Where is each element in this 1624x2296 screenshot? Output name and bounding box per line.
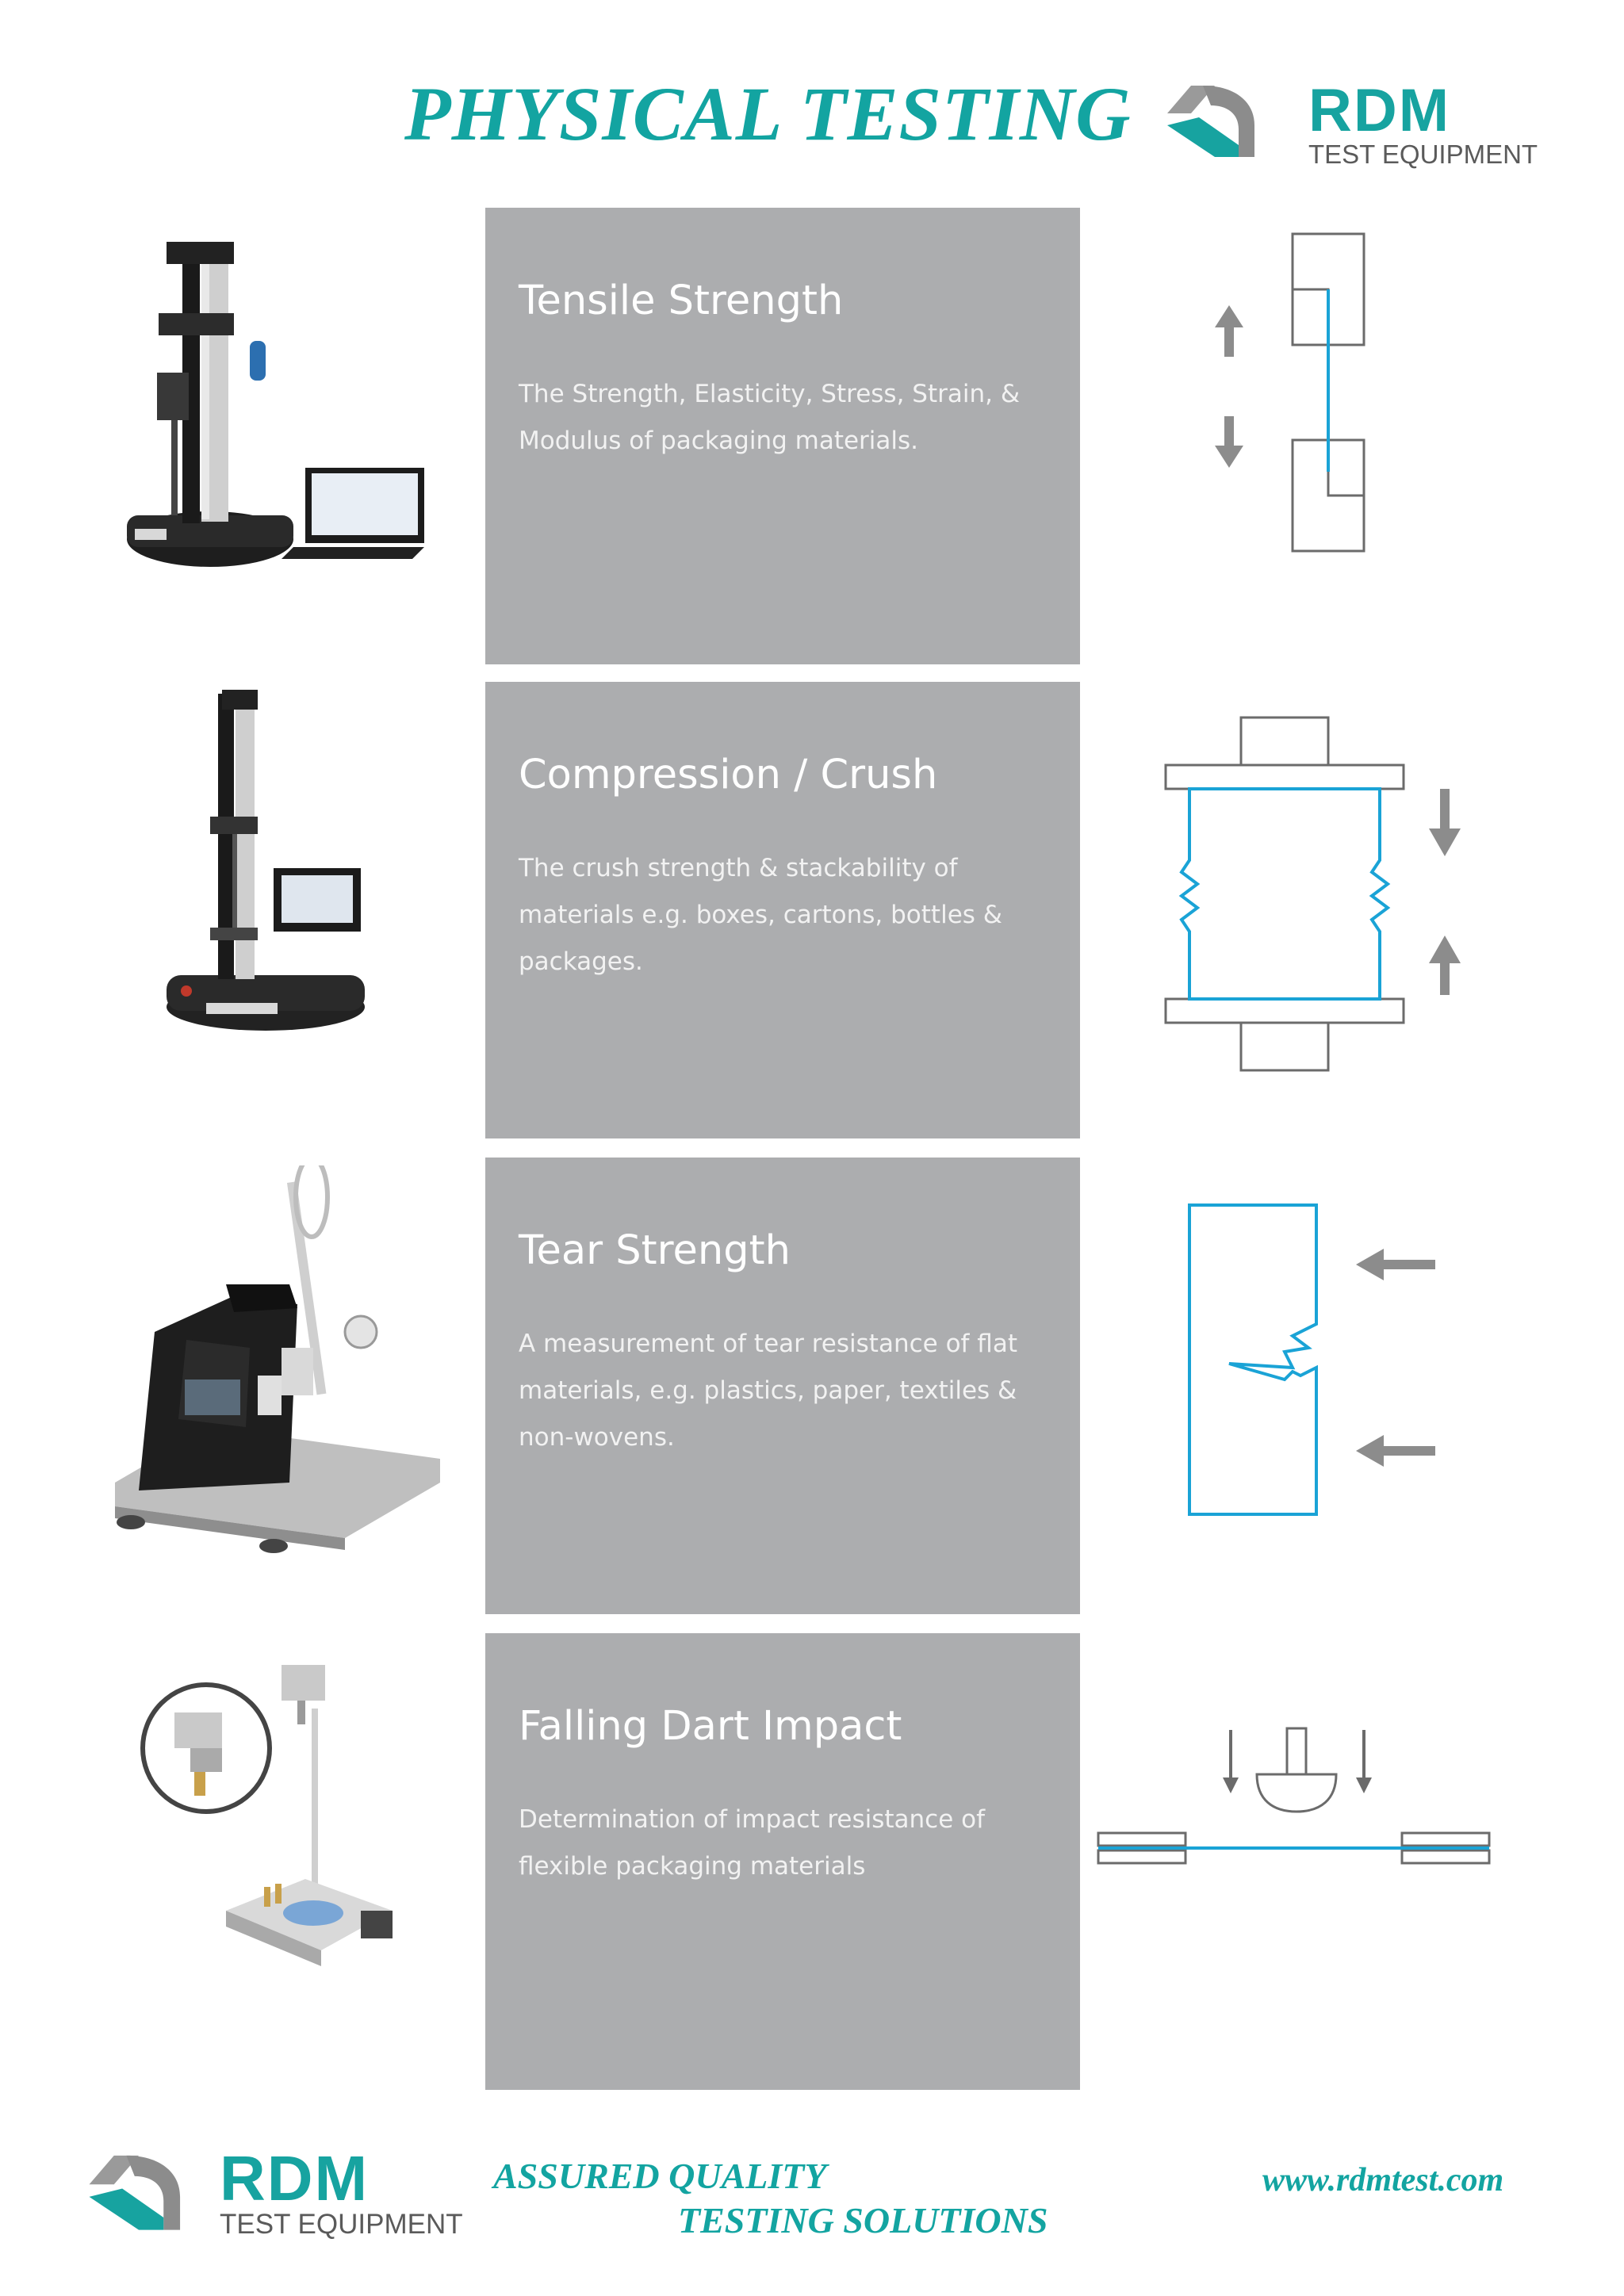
falling-dart-tester-photo	[139, 1649, 408, 1998]
rdm-logo-mark-icon	[67, 2139, 210, 2238]
falling-dart-diagram	[1094, 1720, 1499, 1871]
arrow-down-icon	[1429, 789, 1461, 856]
test-description: The crush strength & stackability of materials e.g. boxes, cartons, bottles & packages.	[519, 854, 1002, 976]
logo-brand: RDM	[1308, 77, 1451, 144]
tear-diagram	[1182, 1197, 1483, 1522]
tear-tester-photo	[107, 1165, 440, 1562]
header-logo	[1159, 70, 1540, 173]
arrow-left-icon	[1356, 1249, 1435, 1280]
test-title: Tear Strength	[519, 1227, 791, 1274]
arrow-left-icon	[1356, 1435, 1435, 1467]
test-description: The Strength, Elasticity, Stress, Strain, & Modulus of packaging materials.	[519, 380, 1020, 455]
compression-tester-photo	[163, 690, 377, 1039]
footer-logo	[67, 2139, 464, 2242]
footer-tagline-line2: TESTING SOLUTIONS	[678, 2200, 1048, 2241]
logo-subtitle: TEST EQUIPMENT	[1308, 140, 1538, 169]
logo-subtitle: TEST EQUIPMENT	[220, 2209, 463, 2240]
website-link[interactable]: www.rdmtest.com	[1262, 2162, 1504, 2198]
test-title: Tensile Strength	[519, 277, 844, 324]
footer-tagline-line1: ASSURED QUALITY	[493, 2156, 827, 2196]
test-description: Determination of impact resistance of flexible packaging materials	[519, 1805, 986, 1881]
tensile-tester-photo	[119, 234, 428, 575]
arrow-up-icon	[1429, 936, 1461, 995]
rdm-logo-mark-icon	[1159, 70, 1270, 165]
arrow-up-icon	[1215, 305, 1243, 357]
page-title: PHYSICAL TESTING	[404, 71, 1132, 156]
tensile-card	[485, 208, 1080, 664]
arrow-down-icon	[1356, 1730, 1372, 1793]
tensile-diagram	[1189, 226, 1396, 567]
arrow-down-icon	[1223, 1730, 1239, 1793]
test-title: Falling Dart Impact	[519, 1703, 902, 1750]
compression-diagram	[1150, 710, 1483, 1074]
test-description: A measurement of tear resistance of flat materials, e.g. plastics, paper, textiles & non-wovens.	[519, 1330, 1017, 1452]
dart-icon	[1257, 1728, 1336, 1812]
logo-brand: RDM	[220, 2143, 370, 2214]
arrow-down-icon	[1215, 416, 1243, 468]
compression-card	[485, 682, 1080, 1138]
falling-dart-card	[485, 1633, 1080, 2090]
tear-card	[485, 1158, 1080, 1614]
test-title: Compression / Crush	[519, 752, 938, 798]
